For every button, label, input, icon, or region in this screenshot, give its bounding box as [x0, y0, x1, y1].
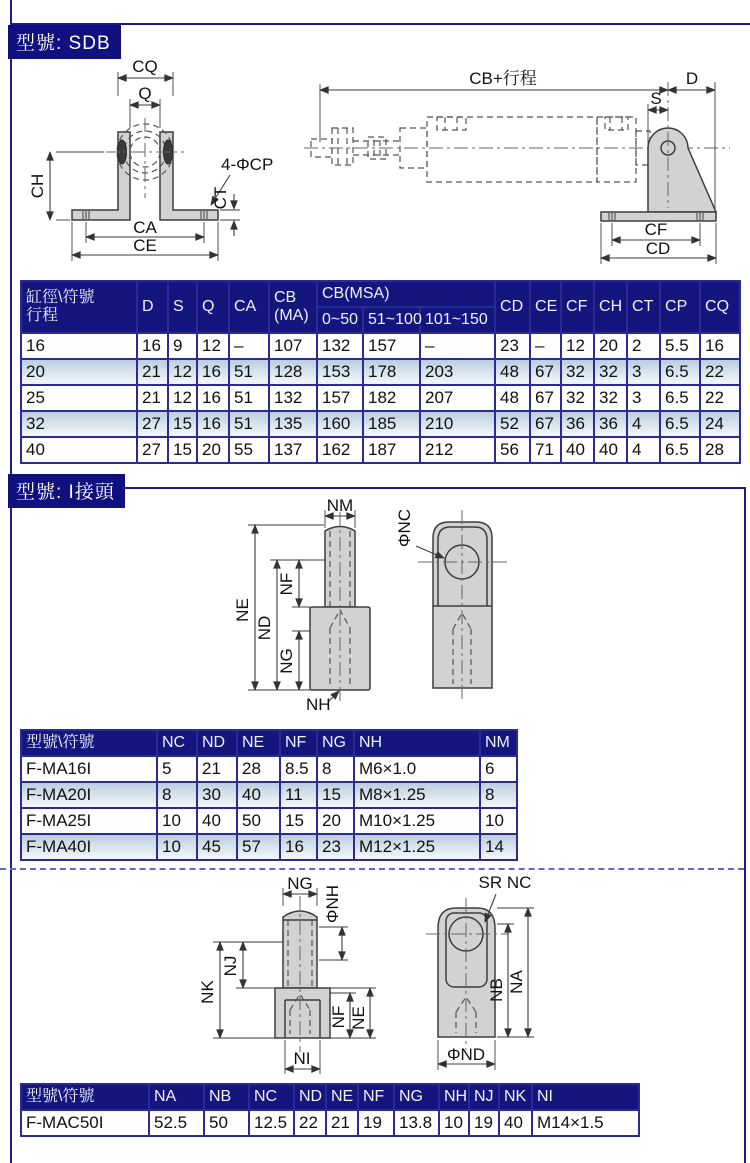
- cell: 21: [137, 359, 168, 385]
- cell: 10: [439, 1110, 469, 1136]
- dim-label-cq: CQ: [132, 57, 158, 76]
- table-row: [21, 782, 517, 808]
- dim-label-s: S: [650, 89, 662, 108]
- col-header-cb-msa: CB(MSA): [317, 281, 495, 307]
- table-row: [21, 834, 517, 860]
- dim-label-d: D: [685, 69, 699, 88]
- dim-label-ni: NI: [293, 1049, 311, 1068]
- section1-title: 型號: SDB: [8, 25, 121, 59]
- cell: 10: [157, 834, 197, 860]
- cell: 128: [269, 359, 317, 385]
- dim-label-phi-nh: ΦNH: [323, 884, 342, 924]
- dim-label-cf: CF: [644, 220, 668, 239]
- col-header-nd: ND: [294, 1084, 326, 1110]
- cell: F-MA16I: [21, 756, 157, 782]
- cylinder-geometry: [304, 82, 730, 221]
- dim-label-ch: CH: [28, 173, 47, 199]
- col-header-nh: NH: [354, 730, 480, 756]
- dim-label-q: Q: [138, 84, 152, 103]
- cell: 8: [157, 782, 197, 808]
- col-header-nh: NH: [439, 1084, 469, 1110]
- section2-top-rule: [120, 487, 746, 489]
- cell: 132: [269, 385, 317, 411]
- cell: 52: [495, 411, 530, 437]
- section2-title: 型號: I接頭: [8, 474, 125, 508]
- col-header-nb: NB: [204, 1084, 249, 1110]
- cell: 19: [469, 1110, 499, 1136]
- cell: 5: [157, 756, 197, 782]
- header-line: 行程: [26, 307, 59, 324]
- cell: 67: [530, 385, 561, 411]
- cell: 30: [197, 782, 237, 808]
- cell: 13.8: [394, 1110, 439, 1136]
- dim-label-phi-nd: ΦND: [446, 1045, 486, 1064]
- cell: 153: [317, 359, 363, 385]
- cell: 25: [21, 385, 137, 411]
- cell: 8.5: [280, 756, 317, 782]
- cell: 48: [495, 359, 530, 385]
- cell: 12.5: [249, 1110, 294, 1136]
- cell: 160: [317, 411, 363, 437]
- cell: 15: [317, 782, 354, 808]
- col-header-ce: CE: [530, 281, 561, 333]
- cell: 14: [480, 834, 517, 860]
- dim-label-ne: NE: [233, 598, 252, 622]
- table-row: [21, 808, 517, 834]
- cell: 24: [700, 411, 740, 437]
- header-line: 缸徑\符號: [26, 289, 95, 307]
- mac50-joint-drawing: [198, 872, 543, 1077]
- cell: 3: [627, 359, 660, 385]
- dim-label-4-cp: 4-ΦCP: [221, 155, 274, 174]
- cell: 32: [594, 385, 627, 411]
- table-row: [21, 333, 740, 359]
- cell: 16: [280, 834, 317, 860]
- cell: 36: [561, 411, 594, 437]
- col-header-ca: CA: [229, 281, 269, 333]
- cell: 51: [229, 385, 269, 411]
- cell: 3: [627, 385, 660, 411]
- col-header-nf: NF: [280, 730, 317, 756]
- cell: 21: [137, 385, 168, 411]
- col-header-ne: NE: [237, 730, 280, 756]
- table-row: [21, 359, 740, 385]
- col-header-ng: NG: [317, 730, 354, 756]
- cell: 8: [480, 782, 517, 808]
- cell: 6.5: [660, 437, 700, 463]
- cell: 40: [237, 782, 280, 808]
- cell: 21: [197, 756, 237, 782]
- dim-label-na: NA: [507, 970, 526, 994]
- cell: 9: [168, 333, 197, 359]
- dim-label-phi-nc: ΦNC: [395, 508, 414, 548]
- cell: 16: [21, 333, 137, 359]
- col-header-cd: CD: [495, 281, 530, 333]
- dim-label-nf: NF: [277, 572, 296, 596]
- i-joint-spec-table: [20, 729, 518, 861]
- cell: M10×1.25: [354, 808, 480, 834]
- dim-label-ca: CA: [133, 218, 157, 237]
- col-header-model: 型號\符號: [21, 1084, 149, 1110]
- cell: 132: [317, 333, 363, 359]
- col-header-stroke-0-50: 0~50: [317, 307, 363, 333]
- mac50-spec-table: [20, 1083, 640, 1137]
- cell: 8: [317, 756, 354, 782]
- cell: M12×1.25: [354, 834, 480, 860]
- cell: F-MA40I: [21, 834, 157, 860]
- cell: 20: [197, 437, 229, 463]
- dim-label-ce: CE: [133, 236, 157, 255]
- col-header-ne: NE: [326, 1084, 358, 1110]
- cell: 162: [317, 437, 363, 463]
- cell: 50: [204, 1110, 249, 1136]
- cell: 51: [229, 411, 269, 437]
- cell: 55: [229, 437, 269, 463]
- dim-label-cb-stroke: CB+行程: [469, 69, 537, 88]
- section1-top-rule: [10, 23, 750, 25]
- cell: 28: [237, 756, 280, 782]
- cell: 28: [700, 437, 740, 463]
- cell: –: [229, 333, 269, 359]
- cell: 67: [530, 411, 561, 437]
- col-header-ch: CH: [594, 281, 627, 333]
- cell: 40: [561, 437, 594, 463]
- col-header-q: Q: [197, 281, 229, 333]
- cell: 185: [363, 411, 420, 437]
- cell: 15: [280, 808, 317, 834]
- cell: 187: [363, 437, 420, 463]
- header-line: (MA): [274, 307, 309, 324]
- cell: 6.5: [660, 385, 700, 411]
- cell: 6: [480, 756, 517, 782]
- cell: 107: [269, 333, 317, 359]
- cell: 16: [700, 333, 740, 359]
- cell: 6.5: [660, 359, 700, 385]
- col-header-nc: NC: [249, 1084, 294, 1110]
- sdb-spec-table: [20, 280, 741, 464]
- cell: 16: [197, 385, 229, 411]
- cell: 27: [137, 437, 168, 463]
- cell: F-MA20I: [21, 782, 157, 808]
- cell: 32: [561, 385, 594, 411]
- dim-label-ng2: NG: [287, 874, 313, 893]
- cell: 12: [561, 333, 594, 359]
- cell: 48: [495, 385, 530, 411]
- sdb-side-view-drawing: [298, 58, 733, 268]
- cell: 11: [280, 782, 317, 808]
- cell: 20: [317, 808, 354, 834]
- cell: 4: [627, 437, 660, 463]
- sdb-front-view-drawing: [28, 48, 298, 266]
- cell: 19: [358, 1110, 394, 1136]
- table-row: [21, 1110, 639, 1136]
- dim-label-nh: NH: [306, 695, 331, 714]
- cell: 51: [229, 359, 269, 385]
- cell: 212: [420, 437, 495, 463]
- cell: 16: [137, 333, 168, 359]
- cell: 45: [197, 834, 237, 860]
- cell: F-MA25I: [21, 808, 157, 834]
- col-header-nc: NC: [157, 730, 197, 756]
- cell: 71: [530, 437, 561, 463]
- cell: 16: [197, 411, 229, 437]
- col-header-nk: NK: [499, 1084, 532, 1110]
- cell: F-MAC50I: [21, 1110, 149, 1136]
- dim-label-ct: CT: [211, 186, 230, 210]
- cell: 203: [420, 359, 495, 385]
- cell: 12: [168, 359, 197, 385]
- cell: 40: [594, 437, 627, 463]
- col-header-cq: CQ: [700, 281, 740, 333]
- cell: 67: [530, 359, 561, 385]
- dim-label-nm: NM: [326, 496, 354, 515]
- cell: 22: [700, 359, 740, 385]
- table-row: [21, 756, 517, 782]
- cell: –: [420, 333, 495, 359]
- cell: 207: [420, 385, 495, 411]
- cell: 10: [157, 808, 197, 834]
- cell: M8×1.25: [354, 782, 480, 808]
- cell: 2: [627, 333, 660, 359]
- cell: 22: [294, 1110, 326, 1136]
- cell: 135: [269, 411, 317, 437]
- cell: 182: [363, 385, 420, 411]
- col-header-s: S: [168, 281, 197, 333]
- col-header-nj: NJ: [469, 1084, 499, 1110]
- cell: 15: [168, 411, 197, 437]
- col-header-ni: NI: [532, 1084, 639, 1110]
- cell: 50: [237, 808, 280, 834]
- cell: 12: [168, 385, 197, 411]
- cell: M14×1.5: [532, 1110, 639, 1136]
- col-header-cb-ma: [269, 281, 317, 333]
- col-header-stroke-51-100: 51~100: [363, 307, 420, 333]
- cell: –: [530, 333, 561, 359]
- col-header-ct: CT: [627, 281, 660, 333]
- cell: 32: [21, 411, 137, 437]
- cell: 10: [480, 808, 517, 834]
- col-header-nf: NF: [358, 1084, 394, 1110]
- cell: 15: [168, 437, 197, 463]
- page-border-right: [744, 487, 746, 1163]
- col-header-model: 型號\符號: [21, 730, 157, 756]
- col-header-d: D: [137, 281, 168, 333]
- cell: 52.5: [149, 1110, 204, 1136]
- cell: 21: [326, 1110, 358, 1136]
- dim-label-nk: NK: [198, 980, 217, 1004]
- col-header-cf: CF: [561, 281, 594, 333]
- page-border-left: [10, 0, 12, 1163]
- col-header-cp: CP: [660, 281, 700, 333]
- cell: 16: [197, 359, 229, 385]
- cell: 36: [594, 411, 627, 437]
- dim-label-ng: NG: [277, 648, 296, 674]
- col-header-nd: ND: [197, 730, 237, 756]
- cell: 40: [21, 437, 137, 463]
- col-header-nm: NM: [480, 730, 517, 756]
- cell: 210: [420, 411, 495, 437]
- table-row: [21, 437, 740, 463]
- bracket-geometry: [72, 118, 218, 220]
- cell: 20: [21, 359, 137, 385]
- cell: 157: [363, 333, 420, 359]
- table-row: [21, 411, 740, 437]
- dim-label-nj: NJ: [221, 955, 240, 977]
- cell: 40: [499, 1110, 532, 1136]
- cell: 23: [317, 834, 354, 860]
- cell: 5.5: [660, 333, 700, 359]
- i-joint-drawing: [212, 498, 542, 720]
- header-line: CB: [274, 289, 297, 307]
- dim-label-nd: ND: [255, 615, 274, 641]
- cell: 157: [317, 385, 363, 411]
- cell: 40: [197, 808, 237, 834]
- cell: 4: [627, 411, 660, 437]
- cell: 6.5: [660, 411, 700, 437]
- cell: 22: [700, 385, 740, 411]
- section-dashed-divider: [0, 868, 744, 870]
- col-header-bore-stroke: [21, 281, 137, 333]
- cell: 27: [137, 411, 168, 437]
- cell: 32: [594, 359, 627, 385]
- dim-label-cd: CD: [645, 239, 671, 258]
- col-header-stroke-101-150: 101~150: [420, 307, 495, 333]
- dim-label-sr-nc: SR NC: [478, 873, 532, 892]
- cell: 56: [495, 437, 530, 463]
- dim-label-nb: NB: [487, 978, 506, 1002]
- cell: 23: [495, 333, 530, 359]
- mac50-geometry: [275, 896, 508, 1052]
- col-header-na: NA: [149, 1084, 204, 1110]
- cell: 57: [237, 834, 280, 860]
- cell: 137: [269, 437, 317, 463]
- cell: M6×1.0: [354, 756, 480, 782]
- dim-label-ne2: NE: [349, 1006, 368, 1030]
- cell: 32: [561, 359, 594, 385]
- cell: 20: [594, 333, 627, 359]
- table-row: [21, 385, 740, 411]
- cell: 178: [363, 359, 420, 385]
- col-header-ng: NG: [394, 1084, 439, 1110]
- dim-label-nf2: NF: [329, 1005, 348, 1029]
- cell: 12: [197, 333, 229, 359]
